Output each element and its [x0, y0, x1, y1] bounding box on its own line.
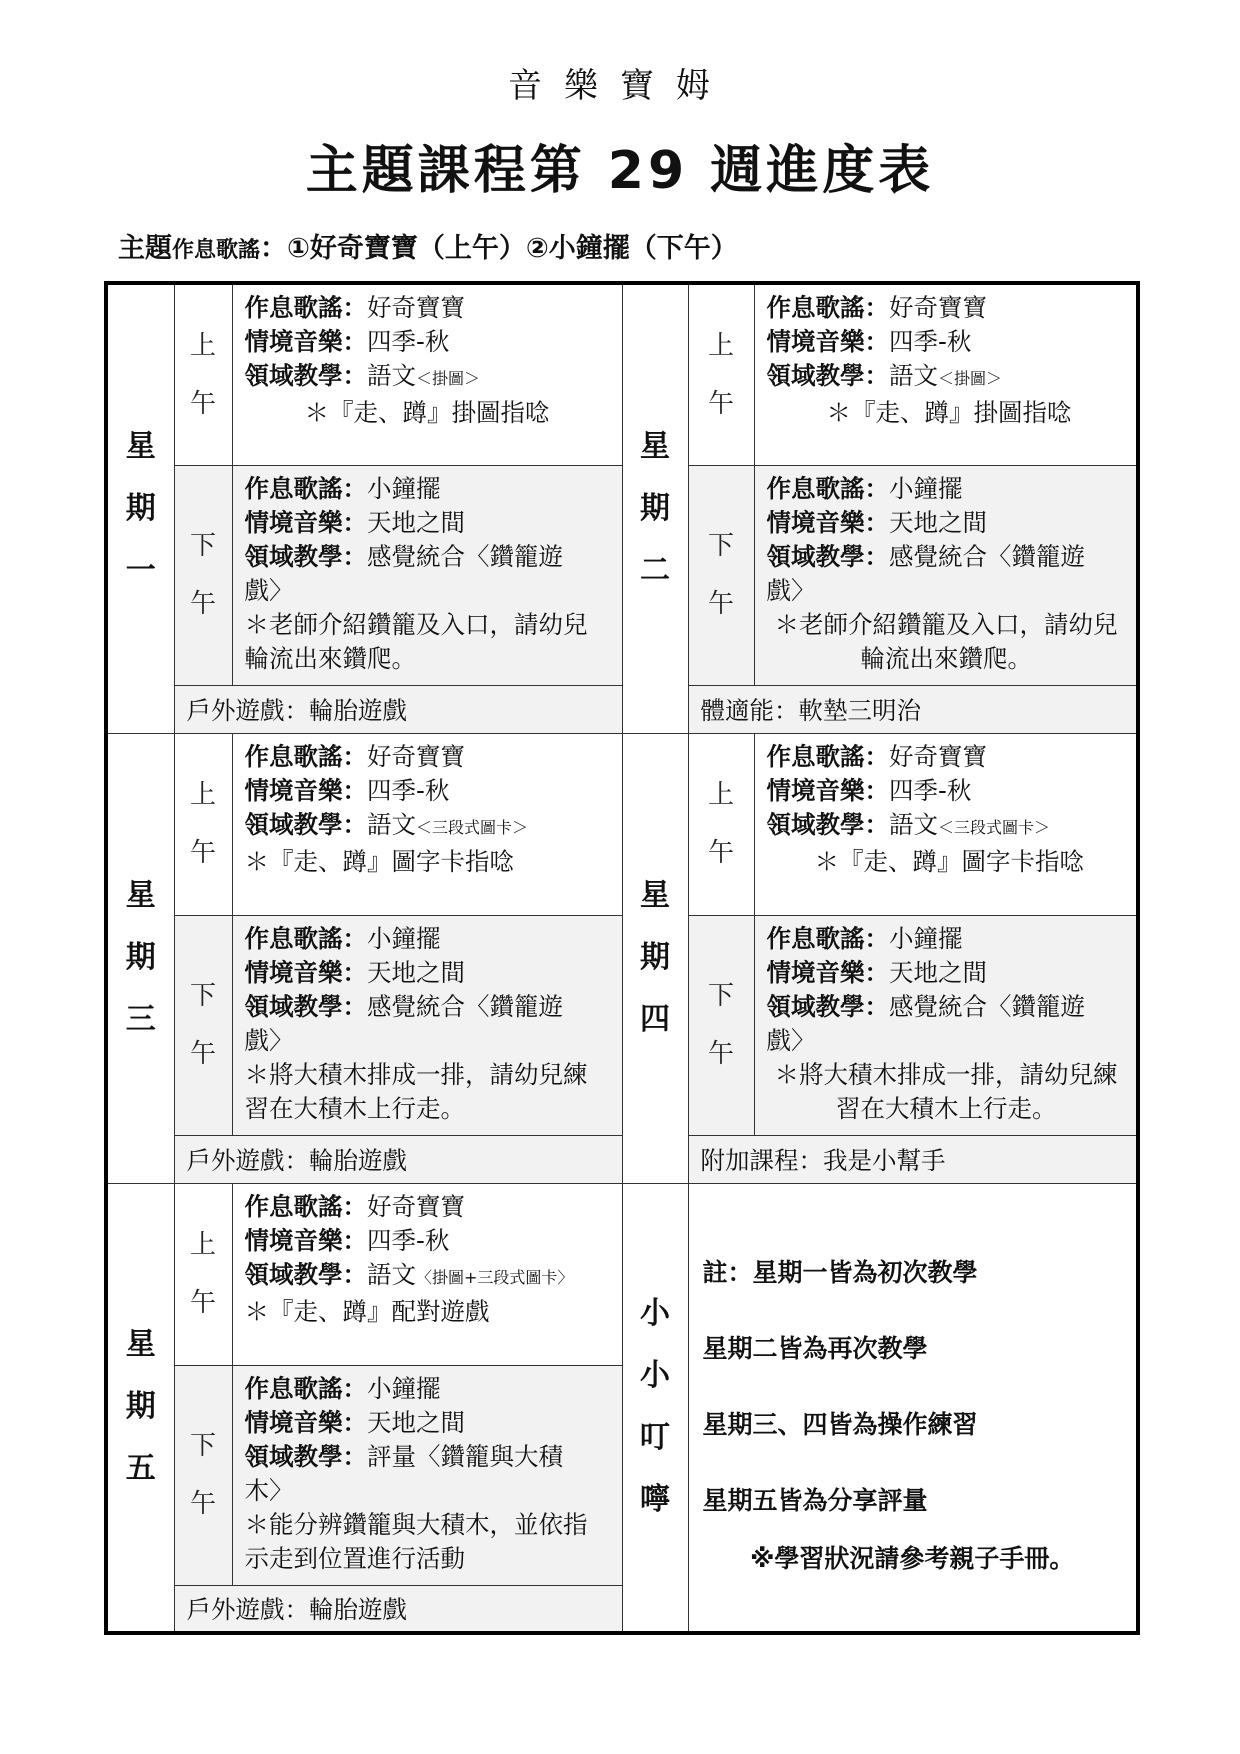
thursday-pm-content: 作息歌謠：小鐘擺 情境音樂：天地之間 領域教學：感覺統合〈鑽籠遊 戲〉 ＊將大積木排成一排，請幼兒練 習在大積木上行走。: [754, 915, 1138, 1135]
wednesday-pm-label: 下 午: [174, 915, 232, 1135]
friday-pm-label: 下 午: [174, 1365, 232, 1585]
friday-extra: 戶外遊戲：輪胎遊戲: [174, 1585, 622, 1633]
monday-am-content: 作息歌謠：好奇寶寶 情境音樂：四季-秋 領域教學：語文＜掛圖＞ ＊『走、蹲』掛圖指唸: [232, 283, 622, 465]
school-name: 音樂寶姆: [508, 66, 732, 106]
tuesday-pm-content: 作息歌謠：小鐘擺 情境音樂：天地之間 領域教學：感覺統合〈鑽籠遊 戲〉 ＊老師介紹鑽籠及入口，請幼兒 輪流出來鑽爬。: [754, 465, 1138, 685]
day-friday: 星 期 五: [106, 1183, 174, 1633]
thursday-extra: 附加課程：我是小幫手: [688, 1135, 1138, 1183]
day-tuesday: 星 期 二: [622, 283, 688, 733]
theme-rest: ：①好奇寶寶（上午）②小鐘擺（下午）: [260, 233, 738, 264]
reminder-note: 星期二皆為再次教學: [702, 1334, 928, 1364]
reminder-note: 註：星期一皆為初次教學: [702, 1258, 978, 1288]
thursday-pm-label: 下 午: [688, 915, 754, 1135]
monday-extra: 戶外遊戲：輪胎遊戲: [174, 685, 622, 733]
monday-pm-content: 作息歌謠：小鐘擺 情境音樂：天地之間 領域教學：感覺統合〈鑽籠遊 戲〉 ＊老師介紹鑽籠及入口，請幼兒 輪流出來鑽爬。: [232, 465, 622, 685]
friday-am-label: 上 午: [174, 1183, 232, 1365]
day-monday: 星 期 一: [106, 283, 174, 733]
schedule-table: [104, 281, 1140, 1635]
wednesday-am-label: 上 午: [174, 733, 232, 915]
tuesday-pm-label: 下 午: [688, 465, 754, 685]
day-thursday: 星 期 四: [622, 733, 688, 1183]
friday-am-content: 作息歌謠：好奇寶寶 情境音樂：四季-秋 領域教學：語文〈掛圖+三段式圖卡〉 ＊『走、蹲』配對遊戲: [232, 1183, 622, 1365]
reminder-notes: [688, 1183, 1138, 1633]
thursday-am-content: 作息歌謠：好奇寶寶 情境音樂：四季-秋 領域教學：語文＜三段式圖卡＞ ＊『走、蹲』圖字卡指唸: [754, 733, 1138, 915]
reminder-title: 小 小 叮 嚀: [622, 1183, 688, 1633]
reminder-note: 星期五皆為分享評量: [702, 1486, 928, 1516]
thursday-am-label: 上 午: [688, 733, 754, 915]
friday-pm-content: 作息歌謠：小鐘擺 情境音樂：天地之間 領域教學：評量〈鑽籠與大積 木〉 ＊能分辨鑽籠與大積木，並依指 示走到位置進行活動: [232, 1365, 622, 1585]
theme-prefix: 主題: [118, 233, 172, 264]
page-title: 主題課程第 29 週進度表: [305, 141, 935, 201]
wednesday-am-content: 作息歌謠：好奇寶寶 情境音樂：四季-秋 領域教學：語文＜三段式圖卡＞ ＊『走、蹲』圖字卡指唸: [232, 733, 622, 915]
theme-small: 作息歌謠: [172, 238, 261, 263]
tuesday-am-content: 作息歌謠：好奇寶寶 情境音樂：四季-秋 領域教學：語文＜掛圖＞ ＊『走、蹲』掛圖指唸: [754, 283, 1138, 465]
monday-am-label: 上 午: [174, 283, 232, 465]
wednesday-extra: 戶外遊戲：輪胎遊戲: [174, 1135, 622, 1183]
tuesday-extra: 體適能：軟墊三明治: [688, 685, 1138, 733]
day-wednesday: 星 期 三: [106, 733, 174, 1183]
tuesday-am-label: 上 午: [688, 283, 754, 465]
monday-pm-label: 下 午: [174, 465, 232, 685]
wednesday-pm-content: 作息歌謠：小鐘擺 情境音樂：天地之間 領域教學：感覺統合〈鑽籠遊 戲〉 ＊將大積木排成一排，請幼兒練 習在大積木上行走。: [232, 915, 622, 1135]
reminder-note: 星期三、四皆為操作練習: [702, 1410, 978, 1440]
theme-line: [118, 226, 738, 265]
reminder-final: ※學習狀況請參考親子手冊。: [750, 1544, 1075, 1574]
